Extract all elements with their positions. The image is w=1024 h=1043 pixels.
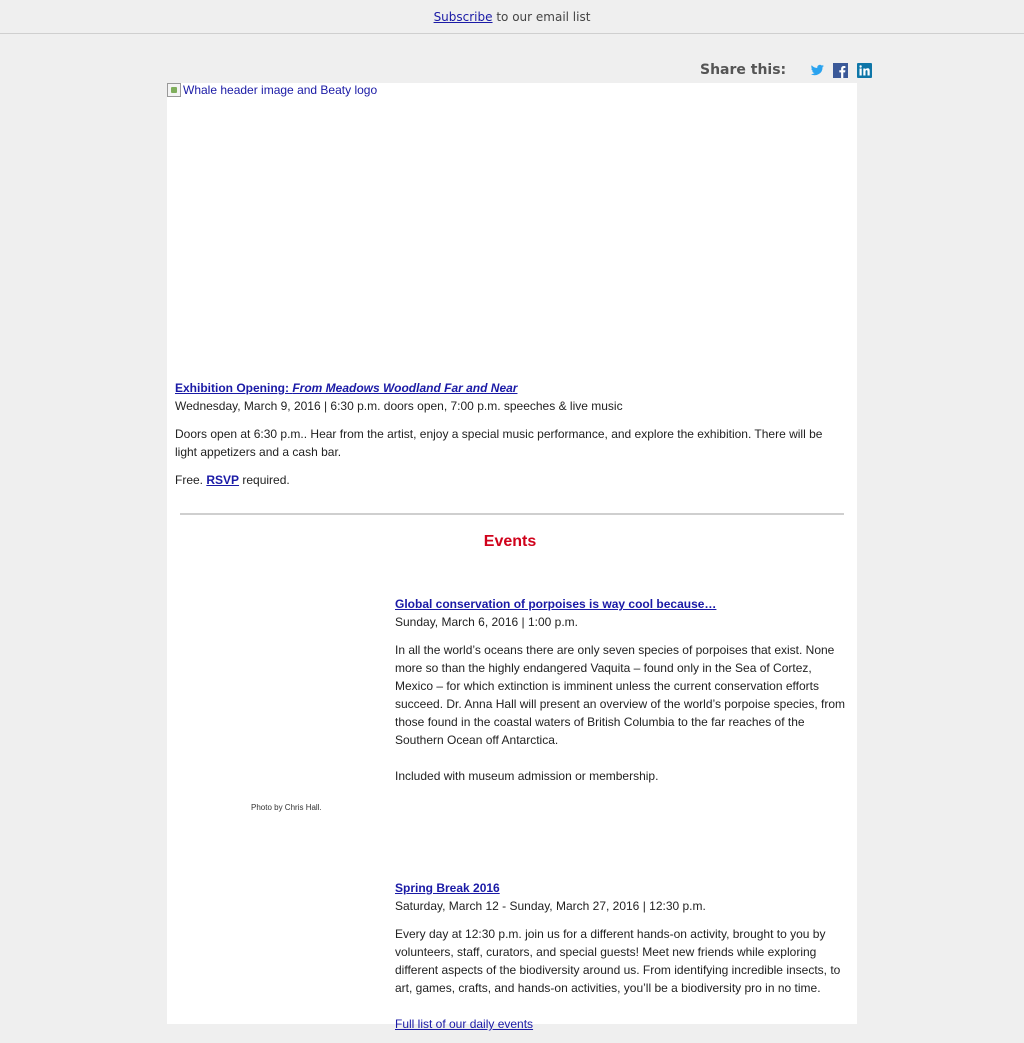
feature-free-text: Free. (175, 473, 207, 487)
event-datetime: Sunday, March 6, 2016 | 1:00 p.m. (395, 615, 578, 629)
event-title-link[interactable]: Global conservation of porpoises is way cool because… (395, 597, 717, 611)
feature-event (175, 379, 845, 499)
event-datetime: Saturday, March 12 - Sunday, March 27, 2016 | 12:30 p.m. (395, 899, 706, 913)
subscribe-link[interactable]: Subscribe (433, 10, 493, 24)
feature-title-link[interactable] (175, 381, 517, 395)
newsletter-card (167, 83, 857, 1031)
event-description: Every day at 12:30 p.m. join us for a different hands-on activity, brought to you by volunteers, staff, curators, and special guests! Meet new friends while exploring different aspects of the biodiversity around us. From identifying incredible insects, to art, games, crafts, and hands-on activities, you’ll be a biodiversity pro in no time. (395, 927, 841, 995)
feature-datetime: Wednesday, March 9, 2016 | 6:30 p.m. doors open, 7:00 p.m. speeches & live music (175, 399, 623, 413)
event-note: Included with museum admission or membership. (395, 769, 659, 783)
rsvp-link[interactable]: RSVP (206, 473, 240, 487)
linkedin-icon[interactable] (857, 63, 872, 78)
broken-image-icon (167, 83, 181, 97)
photo-caption: Photo by Chris Hall. (251, 803, 322, 812)
header-image[interactable] (167, 83, 377, 97)
facebook-icon[interactable] (833, 63, 848, 78)
header-image-alt: Whale header image and Beaty logo (183, 83, 378, 97)
event-item-porpoises (395, 595, 850, 795)
subscribe-bar (0, 0, 1024, 34)
feature-description: Doors open at 6:30 p.m.. Hear from the artist, enjoy a special music performance, and explore the exhibition. There will be light appetizers and a cash bar. (175, 427, 823, 459)
twitter-icon[interactable] (809, 63, 824, 78)
subscribe-text: to our email list (492, 10, 591, 24)
feature-required-text: required. (239, 473, 290, 487)
feature-title-prefix: Exhibition Opening: (175, 381, 293, 395)
daily-events-link[interactable]: Full list of our daily events (395, 1017, 534, 1031)
divider (180, 513, 844, 515)
event-item-spring-break (395, 879, 850, 1043)
share-label: Share this: (700, 62, 787, 78)
events-heading: Events (483, 533, 537, 550)
event-description: In all the world’s oceans there are only seven species of porpoises that exist. None more so than the highly endangered Vaquita – found only in the Sea of Cortez, Mexico – for which extinction is imminent unless the current conservation efforts succeed. Dr. Anna Hall will present an overview of the world’s porpoise species, from those found in the coastal waters of British Columbia to the far reaches of the Southern Ocean off Antarctica. (395, 643, 845, 747)
event-title-link[interactable]: Spring Break 2016 (395, 881, 500, 895)
feature-title-italic: From Meadows Woodland Far and Near (292, 381, 518, 395)
share-bar (700, 62, 872, 78)
